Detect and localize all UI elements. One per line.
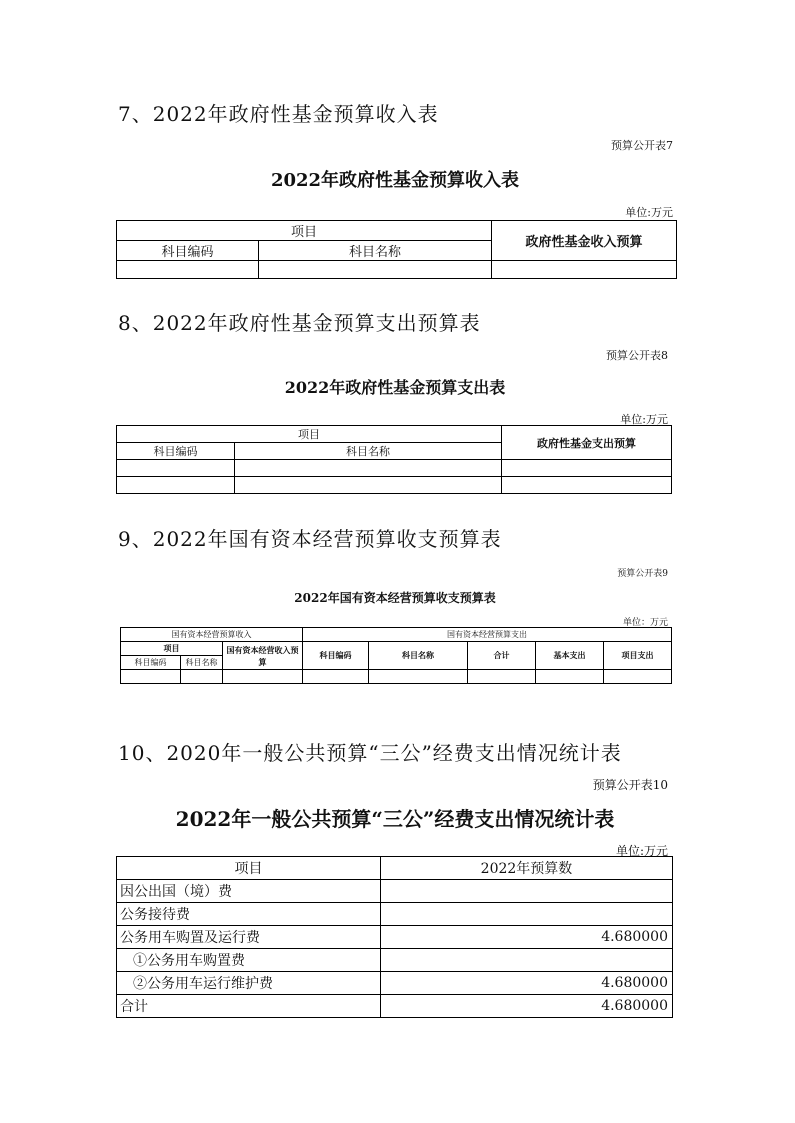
table-row	[117, 995, 673, 1018]
section-9-unit: 单位：万元	[622, 618, 668, 628]
section-8-table-title: 2022年政府性基金预算支出表	[284, 378, 506, 397]
section-8-heading: 8、2022年政府性基金预算支出预算表	[118, 311, 481, 335]
section-10-table	[116, 856, 673, 1018]
header-project-expense: 项目支出	[604, 642, 672, 670]
table-cell	[181, 670, 223, 684]
table-cell	[502, 477, 672, 494]
row-value: 4.680000	[381, 972, 673, 995]
header-basic-expense: 基本支出	[536, 642, 604, 670]
table-cell	[235, 460, 502, 477]
section-8-form-number: 预算公开表8	[606, 349, 668, 362]
row-label: 公务用车购置及运行费	[117, 926, 381, 949]
header-item: 项目	[117, 426, 502, 443]
header-item: 项目	[121, 642, 223, 656]
header-subject-name: 科目名称	[259, 241, 492, 261]
header-subject-code: 科目编码	[121, 656, 181, 670]
table-cell	[536, 670, 604, 684]
section-10-unit: 单位:万元	[615, 844, 668, 858]
header-expense-group: 国有资本经营预算支出	[303, 628, 672, 642]
table-row	[121, 670, 672, 684]
table-cell	[121, 670, 181, 684]
table-row	[117, 880, 673, 903]
header-subject-code: 科目编码	[117, 241, 259, 261]
section-9-table-title: 2022年国有资本经营预算收支预算表	[294, 591, 496, 605]
table-cell	[468, 670, 536, 684]
header-expense-subject-name: 科目名称	[369, 642, 468, 670]
section-10-heading: 10、2020年一般公共预算“三公”经费支出情况统计表	[118, 741, 622, 765]
table-row	[117, 477, 672, 494]
header-item: 项目	[117, 221, 492, 241]
table-cell	[223, 670, 303, 684]
header-expense-subject-code: 科目编码	[303, 642, 369, 670]
header-fund-expense-budget: 政府性基金支出预算	[502, 426, 672, 460]
header-subject-name: 科目名称	[181, 656, 223, 670]
row-label: ①公务用车购置费	[117, 949, 381, 972]
header-fund-income-budget: 政府性基金收入预算	[492, 221, 677, 261]
table-cell	[117, 261, 259, 279]
header-subject-name: 科目名称	[235, 443, 502, 460]
section-7-heading: 7、2022年政府性基金预算收入表	[118, 102, 439, 126]
section-9-table	[120, 627, 672, 684]
table-row	[117, 972, 673, 995]
row-value: 4.680000	[381, 995, 673, 1018]
section-10-table-title: 2022年一般公共预算“三公”经费支出情况统计表	[175, 807, 615, 831]
header-subject-code: 科目编码	[117, 443, 235, 460]
table-cell	[369, 670, 468, 684]
row-value	[381, 949, 673, 972]
section-7-table-title: 2022年政府性基金预算收入表	[270, 170, 520, 191]
header-total: 合计	[468, 642, 536, 670]
table-row	[117, 261, 677, 279]
section-9-heading: 9、2022年国有资本经营预算收支预算表	[118, 527, 502, 551]
header-budget-2022: 2022年预算数	[381, 857, 673, 880]
header-income-group: 国有资本经营预算收入	[121, 628, 303, 642]
row-value	[381, 903, 673, 926]
table-cell	[235, 477, 502, 494]
table-cell	[303, 670, 369, 684]
header-income-budget: 国有资本经营收入预算	[223, 642, 303, 670]
table-cell	[502, 460, 672, 477]
section-7-form-number: 预算公开表7	[611, 139, 673, 152]
row-label: 合计	[117, 995, 381, 1018]
section-7-unit: 单位:万元	[625, 206, 673, 219]
table-cell	[492, 261, 677, 279]
section-8-unit: 单位:万元	[620, 413, 668, 426]
table-cell	[259, 261, 492, 279]
row-label: ②公务用车运行维护费	[117, 972, 381, 995]
table-row	[117, 903, 673, 926]
section-10-form-number: 预算公开表10	[592, 778, 668, 792]
header-item: 项目	[117, 857, 381, 880]
table-row	[117, 949, 673, 972]
table-row	[117, 926, 673, 949]
section-9-form-number: 预算公开表9	[617, 569, 668, 579]
table-row	[117, 460, 672, 477]
row-label: 因公出国（境）费	[117, 880, 381, 903]
row-value: 4.680000	[381, 926, 673, 949]
section-7-table	[116, 220, 677, 279]
section-8-table	[116, 425, 672, 494]
row-label: 公务接待费	[117, 903, 381, 926]
table-cell	[117, 460, 235, 477]
table-cell	[604, 670, 672, 684]
row-value	[381, 880, 673, 903]
table-cell	[117, 477, 235, 494]
